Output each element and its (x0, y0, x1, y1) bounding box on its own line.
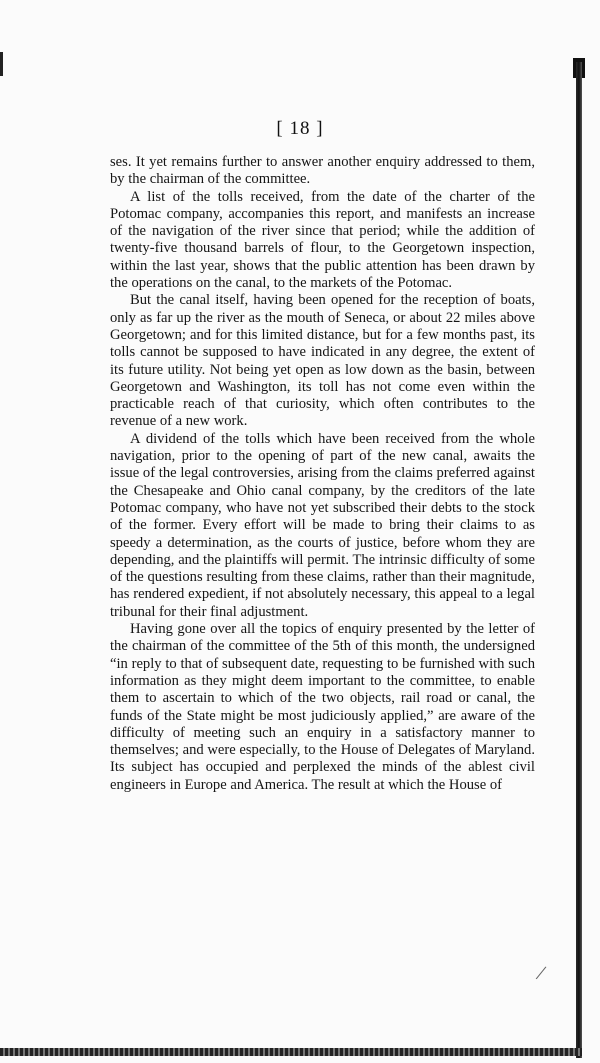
page-number: [ 18 ] (276, 118, 324, 139)
margin-pencil-mark: / (534, 959, 549, 986)
bottom-page-edge (0, 1048, 582, 1056)
body-text (110, 154, 535, 794)
paragraph-tolls-list: A list of the tolls received, from the date of the charter of the Potomac company, accompanies this report, and manifests an increase of the navigation of the river since that period; while the addition of twenty-five thousand barrels of flour, to the Georgetown inspection, within the last year, shows that the public attention has been drawn by the operations on the canal, to the markets of the Potomac. (110, 188, 535, 292)
paragraph-dividend: A dividend of the tolls which have been received from the whole navigation, prior to the opening of part of the new canal, awaits the issue of the legal controversies, arising from the claims preferred against the Chesapeake and Ohio canal company, by the creditors of the late Potomac company, who have not yet subscribed their debts to the stock of the former. Every effort will be made to bring their claims to as speedy a determination, as the courts of justice, before whom they are depending, and the plaintiffs will permit. The intrinsic difficulty of some of the questions resulting from these claims, rather than their magnitude, has rendered expedient, if not absolutely necessary, this appeal to a legal tribunal for their final adjustment. (110, 430, 535, 620)
left-margin-mark (0, 52, 3, 76)
binding-edge (576, 62, 582, 1058)
paragraph-continuation: ses. It yet remains further to answer another enquiry addressed to them, by the chairman of the committee. (110, 154, 535, 188)
paragraph-canal-opening: But the canal itself, having been opened for the reception of boats, only as far up the river as the mouth of Seneca, or about 22 miles above Georgetown; and for this limited distance, but for a few months past, its tolls cannot be supposed to have indicated in any degree, the extent of its future utility. Not being yet open as low down as the basin, between Georgetown and Washington, its toll has not come even within the practicable reach of that curiosity, which often contributes to the revenue of a new work. (110, 292, 535, 430)
paragraph-topics-of-enquiry: Having gone over all the topics of enquiry presented by the letter of the chairman of the committee of the 5th of this month, the undersigned “in reply to that of subsequent date, requesting to be furnished with such information as they might deem important to the committee, to enable them to ascertain to which of the two objects, rail road or canal, the funds of the State might be most judiciously applied,” are aware of the difficulty of meeting such an enquiry in a satisfactory manner to themselves; and were especially, to the House of Delegates of Maryland. Its subject has occupied and perplexed the minds of the ablest civil engineers in Europe and America. The result at which the House of (110, 621, 535, 793)
